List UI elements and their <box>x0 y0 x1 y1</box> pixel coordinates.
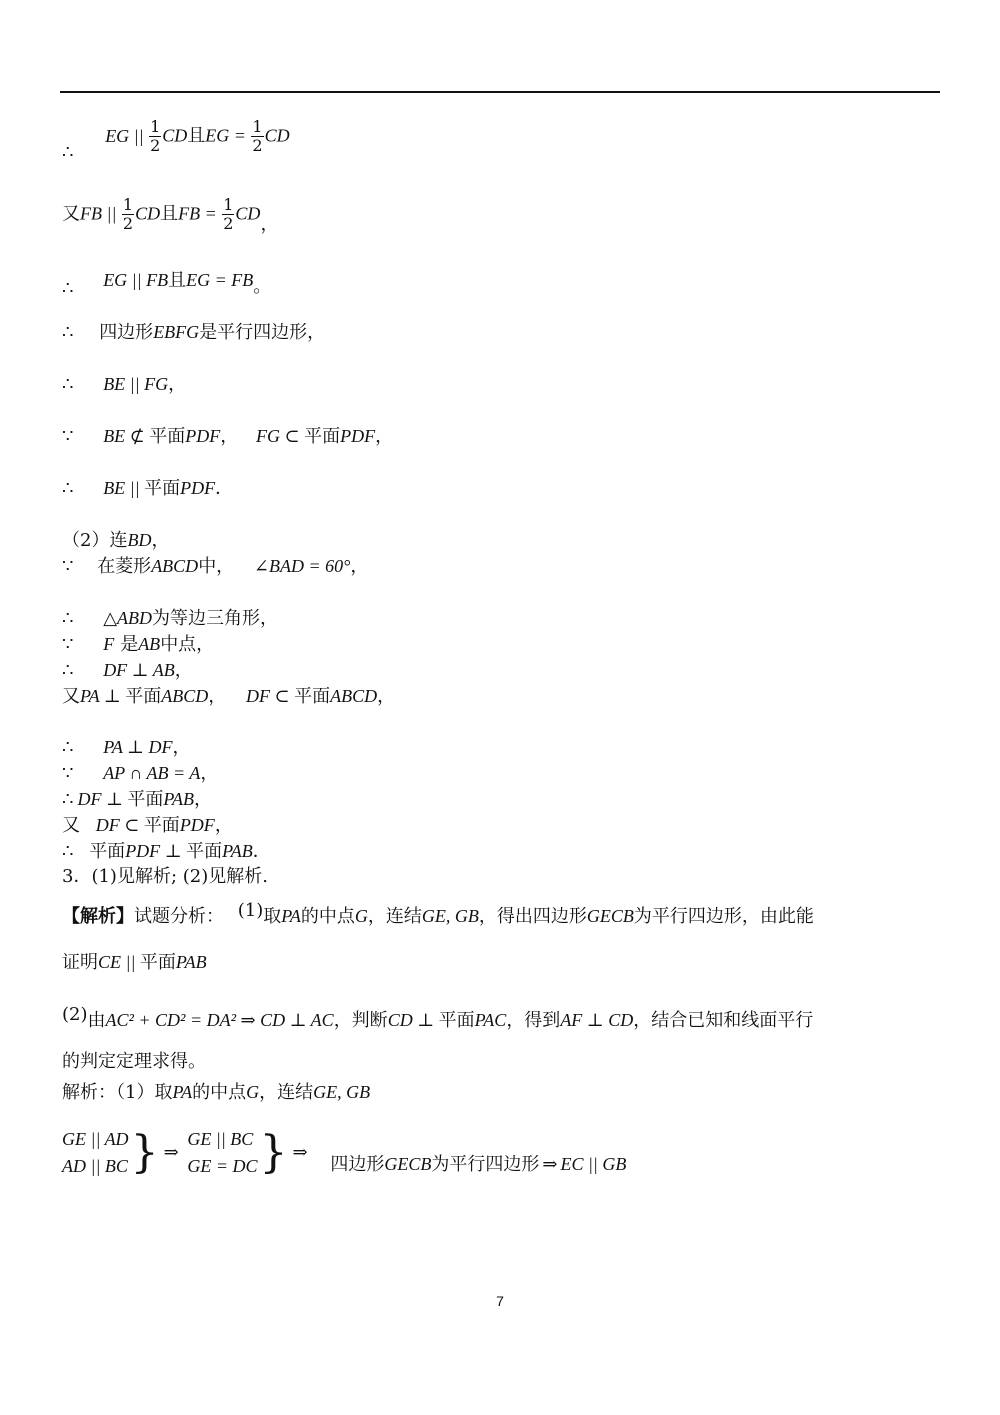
math-expr: DF ⊂ <box>246 686 295 706</box>
math-expr: PAB <box>175 952 207 972</box>
therefore-symbol: ∴ <box>62 660 74 681</box>
text: 平面 <box>294 686 331 707</box>
text: ． <box>215 478 234 499</box>
math-expr: BE || <box>103 478 145 498</box>
math-expr: F <box>103 634 115 654</box>
page-number: 7 <box>496 1293 504 1309</box>
text: 又 <box>62 686 80 707</box>
line-16 <box>62 787 212 812</box>
text: ，得到 <box>506 1010 561 1031</box>
implies-arrow: ⇒ <box>163 1142 179 1163</box>
math-expr: PDF <box>180 478 216 498</box>
text: 中点， <box>160 634 215 655</box>
equation-system-right: GE || BC GE = DC <box>187 1129 258 1176</box>
math-expr: FG ⊂ <box>256 426 305 446</box>
math-expr: EG = FB <box>186 270 254 290</box>
because-symbol: ∵ <box>62 634 74 655</box>
text: ， <box>174 660 193 681</box>
line-12 <box>62 658 193 683</box>
math-expr: GE, GB <box>313 1082 371 1102</box>
conclusion: 四边形GECB为平行四边形 ⇒ EC || GB <box>330 1154 627 1175</box>
line-2 <box>62 196 278 233</box>
text: 的判定定理求得。 <box>62 1051 206 1072</box>
text: 证明 <box>62 952 98 973</box>
text: ， <box>350 556 369 577</box>
therefore-symbol: ∴ <box>62 278 74 299</box>
line-1 <box>62 117 290 163</box>
text: 的中点 <box>300 906 355 927</box>
text: 平面 <box>304 426 341 447</box>
text: ，得出四边形 <box>478 906 587 927</box>
line-17 <box>62 813 233 838</box>
text: 平面 <box>186 841 223 862</box>
line-24 <box>62 1080 370 1105</box>
math-expr: EG || FB <box>103 270 169 290</box>
math-expr: PA <box>172 1082 193 1102</box>
line-13 <box>62 684 395 709</box>
line-10 <box>62 606 278 631</box>
math-expr: DF ⊂ <box>95 815 144 835</box>
text: ． <box>252 841 271 862</box>
text: 又 <box>62 203 80 225</box>
header-rule <box>60 91 940 93</box>
math-expr: CD <box>264 125 290 146</box>
text: ， <box>200 763 219 784</box>
text: ， <box>194 789 213 810</box>
text: 。 <box>253 276 272 297</box>
math-expr: EG = <box>205 125 251 146</box>
therefore-symbol: ∴ <box>62 789 74 810</box>
math-expr: PDF <box>340 426 376 446</box>
therefore-symbol: ∴ <box>62 841 74 862</box>
fraction-half: $\frac{1}{2}$ <box>252 117 263 155</box>
implies-arrow: ⇒ <box>292 1142 308 1163</box>
math-expr: EG || <box>105 125 149 146</box>
math-expr: CD <box>235 203 261 224</box>
math-expr: AC² + CD² = DA² ⇒ CD ⊥ AC <box>105 1010 334 1030</box>
answer-heading: 3．(1)见解析; (2)见解析. <box>62 866 268 887</box>
math-expr: CE || <box>98 952 140 972</box>
therefore-symbol: ∴ <box>62 737 74 758</box>
math-expr: FB || <box>80 203 121 224</box>
text: 平面 <box>143 815 180 836</box>
text: ， <box>168 374 187 395</box>
line-7 <box>62 476 233 501</box>
math-expr: ∠BAD = 60° <box>253 556 351 576</box>
text: 为平行四边形，由此能 <box>633 906 814 927</box>
math-expr: CD <box>162 125 188 146</box>
right-brace: } <box>259 1127 288 1178</box>
math-expr: BD <box>127 530 152 550</box>
text: 且 <box>168 270 187 291</box>
text: 平面 <box>127 789 164 810</box>
text: 由 <box>87 1010 106 1031</box>
math-expr: FB = <box>178 203 222 224</box>
text: ， <box>151 530 170 551</box>
text: ， <box>220 426 239 447</box>
line-21 <box>62 950 207 975</box>
line-19 <box>62 865 268 889</box>
text: 平面 <box>149 426 186 447</box>
math-expr: GE, GB <box>421 906 479 926</box>
math-expr: PDF <box>125 841 161 861</box>
text: （2）连 <box>62 530 128 551</box>
line-15 <box>62 761 218 786</box>
math-expr: PA ⊥ DF <box>103 737 173 757</box>
therefore-symbol: ∴ <box>62 374 74 395</box>
line-14 <box>62 735 190 760</box>
because-symbol: ∵ <box>62 556 74 577</box>
math-expr: G <box>246 1082 260 1102</box>
line-20 <box>62 900 814 929</box>
math-expr: AP ∩ AB = A <box>103 763 201 783</box>
math-expr: AF ⊥ CD <box>560 1010 634 1030</box>
equation-system-left: GE || AD AD || BC <box>62 1129 129 1176</box>
therefore-symbol: ∴ <box>62 322 74 343</box>
text: 平面 <box>139 952 176 973</box>
text: 在菱形 <box>97 556 152 577</box>
therefore-symbol: ∴ <box>62 478 74 499</box>
math-expr: DF ⊥ AB <box>103 660 175 680</box>
because-symbol: ∵ <box>62 426 74 447</box>
text: 是平行四边形， <box>199 322 326 343</box>
line-8 <box>62 528 169 553</box>
math-expr: ⊥ <box>160 841 187 861</box>
line-6 <box>62 424 393 449</box>
text: 中， <box>198 556 235 577</box>
text: ， <box>377 686 396 707</box>
text: 解析：（1）取 <box>62 1082 173 1103</box>
text: 且 <box>160 203 179 225</box>
math-expr: CD <box>135 203 161 224</box>
math-expr: ABCD <box>151 556 199 576</box>
fraction-half: $\frac{1}{2}$ <box>122 195 134 233</box>
math-expr: PA ⊥ <box>80 686 126 706</box>
text: 又 <box>62 815 80 836</box>
math-expr: ABCD <box>161 686 209 706</box>
text: 平面 <box>438 1010 475 1031</box>
math-expr: DF ⊥ <box>77 789 128 809</box>
text: 且 <box>187 125 206 147</box>
right-brace: } <box>130 1127 159 1178</box>
line-5 <box>62 372 186 397</box>
math-expr: CD ⊥ <box>387 1010 439 1030</box>
line-11 <box>62 632 214 657</box>
math-expr: PDF <box>179 815 215 835</box>
math-expr: PAB <box>163 789 195 809</box>
part-number: (2) <box>62 1004 88 1025</box>
therefore-symbol: ∴ <box>62 141 74 163</box>
math-expr: PAC <box>474 1010 507 1030</box>
text: 为等边三角形， <box>152 608 279 629</box>
because-symbol: ∵ <box>62 763 74 784</box>
math-expr: BE || FG <box>103 374 169 394</box>
fraction-half: $\frac{1}{2}$ <box>223 195 234 233</box>
line-18 <box>62 839 271 864</box>
text: ， <box>214 815 233 836</box>
math-expr: PA <box>281 906 301 926</box>
therefore-symbol: ∴ <box>62 608 74 629</box>
text: 平面 <box>89 841 126 862</box>
math-expr: GECB <box>586 906 634 926</box>
text: ，连结 <box>259 1082 314 1103</box>
line-25 <box>62 1126 626 1180</box>
line-4 <box>62 320 325 345</box>
math-expr: △ABD <box>103 608 153 628</box>
text: ， <box>172 737 191 758</box>
text: 的中点 <box>192 1082 247 1103</box>
text: 四边形 <box>99 322 154 343</box>
math-expr: EBFG <box>153 322 200 342</box>
text: ， <box>260 213 279 235</box>
math-expr: AB <box>138 634 161 654</box>
text: ，连结 <box>367 906 422 927</box>
analysis-tag: 【解析】 <box>62 906 134 927</box>
line-22 <box>62 1004 814 1033</box>
text: ，结合已知和线面平行 <box>633 1010 814 1031</box>
text: ，判断 <box>333 1010 388 1031</box>
math-expr: G <box>354 906 368 926</box>
text: 平面 <box>125 686 162 707</box>
math-expr: ABCD <box>330 686 378 706</box>
text: ， <box>375 426 394 447</box>
text: 是 <box>120 634 139 655</box>
math-expr: BE ⊄ <box>103 426 150 446</box>
math-expr: PAB <box>222 841 253 861</box>
line-9 <box>62 554 368 579</box>
line-23 <box>62 1050 206 1074</box>
line-3 <box>62 268 272 299</box>
text: 取 <box>263 906 282 927</box>
text: 试题分析： <box>134 906 224 927</box>
part-number: (1) <box>237 900 264 921</box>
math-expr: PDF <box>185 426 221 446</box>
text: ， <box>208 686 227 707</box>
text: 平面 <box>144 478 181 499</box>
fraction-half: $\frac{1}{2}$ <box>150 117 161 155</box>
